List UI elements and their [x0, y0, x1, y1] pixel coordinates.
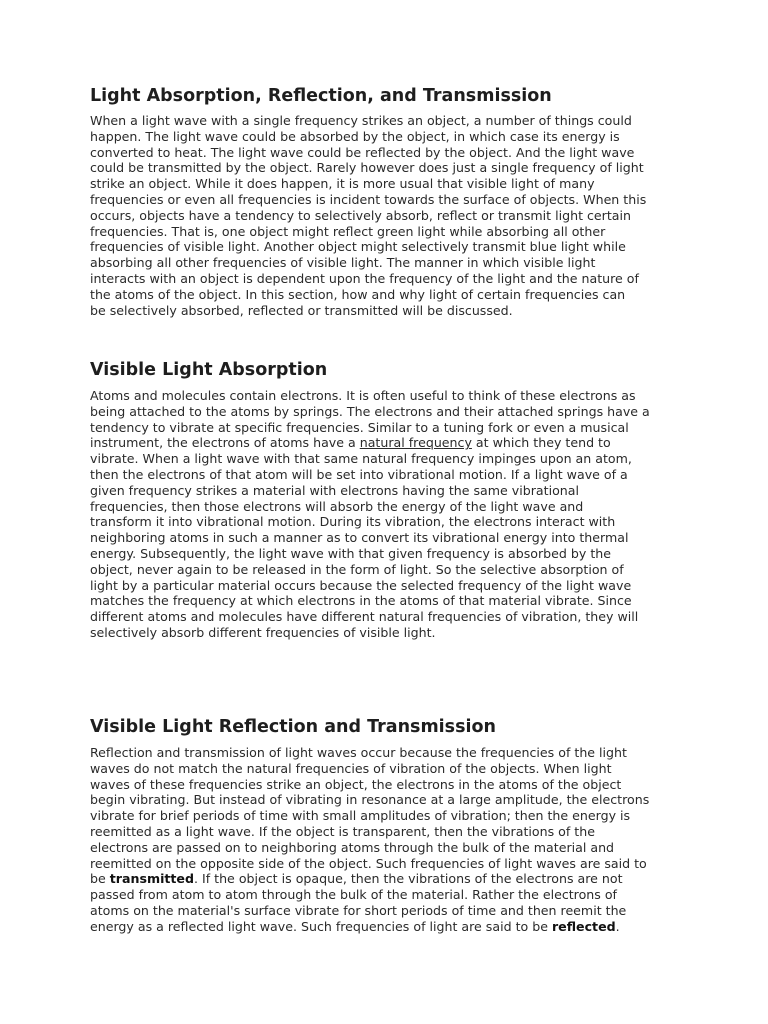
natural-frequency-link[interactable]: natural frequency — [359, 435, 472, 451]
text-run: instrument, the electrons of atoms have a — [90, 435, 360, 451]
reflected-term: reflected — [551, 918, 616, 934]
text-run: . If the object is opaque, then the vibrations of the electrons are not — [193, 871, 623, 887]
text-line: matches the frequency at which electrons in the atoms of that material vibrate. Since — [90, 593, 632, 609]
section-paragraph — [90, 113, 680, 318]
text-line: light by a particular material occurs because the selected frequency of the light wave — [90, 577, 632, 593]
section-heading: Visible Light Absorption — [90, 360, 328, 380]
text-line: given frequency strikes a material with electrons having the same vibrational — [90, 482, 579, 498]
text-line — [90, 435, 680, 451]
text-line: reemitted as a light wave. If the object is transparent, then the vibrations of the — [90, 823, 595, 839]
section-heading: Light Absorption, Reflection, and Transmission — [90, 86, 552, 106]
text-line: being attached to the atoms by springs. The electrons and their attached springs have a — [90, 403, 650, 419]
text-line: frequencies, then those electrons will absorb the energy of the light wave and — [90, 498, 584, 514]
text-line: the atoms of the object. In this section, how and why light of certain frequencies can — [90, 286, 626, 302]
text-line: Atoms and molecules contain electrons. It is often useful to think of these electrons as — [90, 388, 636, 403]
text-line: occurs, objects have a tendency to selectively absorb, reflect or transmit light certain — [90, 207, 631, 223]
text-run: energy as a reflected light wave. Such frequencies of light are said to be — [90, 918, 552, 934]
text-line: Reflection and transmission of light waves occur because the frequencies of the light — [90, 745, 627, 760]
text-line: passed from atom to atom through the bulk of the material. Rather the electrons of — [90, 887, 617, 903]
text-run: be — [90, 871, 110, 887]
text-line: absorbing all other frequencies of visible light. The manner in which visible light — [90, 255, 596, 271]
text-line: reemitted on the opposite side of the object. Such frequencies of light waves are said to — [90, 855, 647, 871]
text-line: frequencies of visible light. Another object might selectively transmit blue light while — [90, 239, 626, 255]
text-line: transform it into vibrational motion. During its vibration, the electrons interact with — [90, 514, 616, 530]
section-paragraph — [90, 745, 680, 935]
text-line — [90, 919, 680, 935]
text-run: at which they tend to — [471, 435, 611, 451]
text-line: energy. Subsequently, the light wave with that given frequency is absorbed by the — [90, 545, 612, 561]
text-line: vibrate. When a light wave with that same natural frequency impinges upon an atom, — [90, 451, 632, 467]
text-line: neighboring atoms in such a manner as to convert its vibrational energy into thermal — [90, 530, 629, 546]
text-line: atoms on the material's surface vibrate for short periods of time and then reemit the — [90, 902, 627, 918]
text-line: then the electrons of that atom will be set into vibrational motion. If a light wave of a — [90, 466, 628, 482]
section-reflection-transmission — [90, 716, 680, 935]
text-line: frequencies. That is, one object might reflect green light while absorbing all other — [90, 223, 606, 239]
text-line: begin vibrating. But instead of vibrating in resonance at a large amplitude, the electrons — [90, 792, 650, 808]
text-line: interacts with an object is dependent upon the frequency of the light and the nature of — [90, 270, 639, 286]
text-line: tendency to vibrate at specific frequencies. Similar to a tuning fork or even a musical — [90, 419, 629, 435]
section-heading: Visible Light Reflection and Transmission — [90, 717, 496, 737]
section-absorption-reflection-transmission — [90, 85, 680, 318]
text-line: be selectively absorbed, reflected or transmitted will be discussed. — [90, 302, 513, 318]
text-line: selectively absorb different frequencies of visible light. — [90, 624, 436, 640]
section-visible-light-absorption — [90, 359, 680, 641]
text-line: When a light wave with a single frequency strikes an object, a number of things could — [90, 113, 632, 128]
text-line: strike an object. While it does happen, it is more usual that visible light of many — [90, 176, 595, 192]
text-line: converted to heat. The light wave could be reflected by the object. And the light wave — [90, 144, 635, 160]
text-line: object, never again to be released in the form of light. So the selective absorption of — [90, 561, 624, 577]
transmitted-term: transmitted — [109, 871, 194, 887]
text-line: happen. The light wave could be absorbed by the object, in which case its energy is — [90, 128, 620, 144]
text-line: waves do not match the natural frequencies of vibration of the objects. When light — [90, 760, 612, 776]
text-line: waves of these frequencies strike an object, the electrons in the atoms of the object — [90, 776, 622, 792]
text-line: frequencies or even all frequencies is incident towards the surface of objects. When this — [90, 191, 647, 207]
text-line: could be transmitted by the object. Rarely however does just a single frequency of light — [90, 160, 644, 176]
text-line: different atoms and molecules have different natural frequencies of vibration, they will — [90, 609, 639, 625]
section-paragraph — [90, 388, 680, 641]
text-run: . — [615, 918, 620, 934]
text-line: vibrate for brief periods of time with small amplitudes of vibration; then the energy is — [90, 808, 631, 824]
text-line: electrons are passed on to neighboring atoms through the bulk of the material and — [90, 839, 615, 855]
text-line — [90, 871, 680, 887]
